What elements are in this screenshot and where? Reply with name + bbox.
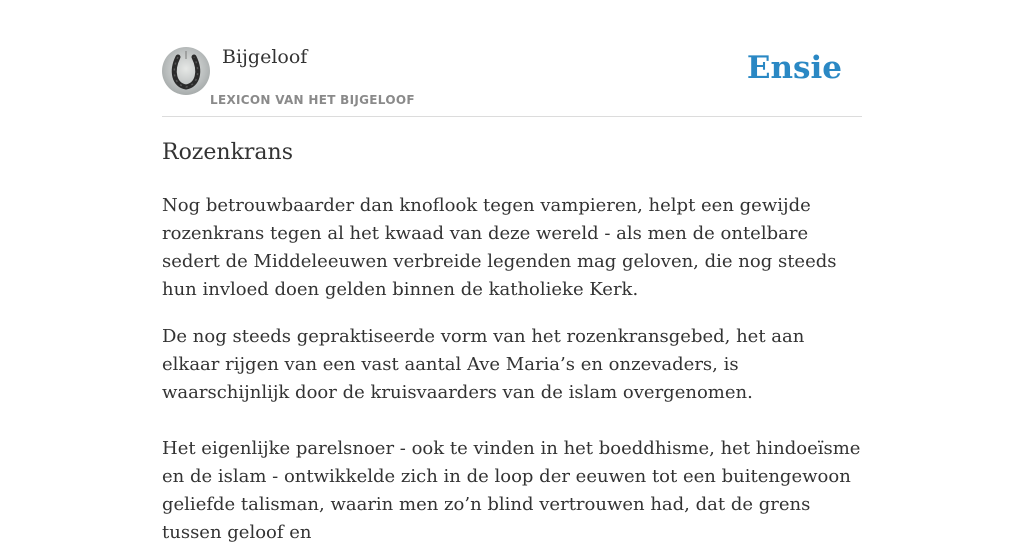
horseshoe-icon [162,47,210,95]
source-name[interactable]: Bijgeloof [222,46,308,68]
article-paragraph-2: De nog steeds gepraktiseerde vorm van het rozenkransgebed, het aan elkaar rijgen van een vast aantal Ave Maria’s en onzevaders, is waarschijnlijk door de kruisvaarders van de islam overgenomen. [162,326,805,403]
source-header [162,0,862,117]
brand-logo[interactable]: Ensie [746,50,842,86]
source-subtitle[interactable]: LEXICON VAN HET BIJGELOOF [210,93,415,107]
article-paragraph-3: Het eigenlijke parelsnoer - ook te vinden in het boeddhisme, het hindoeïsme en de islam - ontwikkelde zich in de loop der eeuwen tot een buitengewoon geliefde talisman, waarin men zo’n blind vertrouwen had, dat de grens tussen geloof en [162,438,861,543]
article-title: Rozenkrans [162,140,294,165]
article-paragraph-1: Nog betrouwbaarder dan knoflook tegen vampieren, helpt een gewijde rozenkrans tegen al het kwaad van deze wereld - als men de ontelbare sedert de Middeleeuwen verbreide legenden mag geloven, die nog steeds hun invloed doen gelden binnen de katholieke Kerk. [162,195,837,300]
source-avatar[interactable] [162,47,210,95]
